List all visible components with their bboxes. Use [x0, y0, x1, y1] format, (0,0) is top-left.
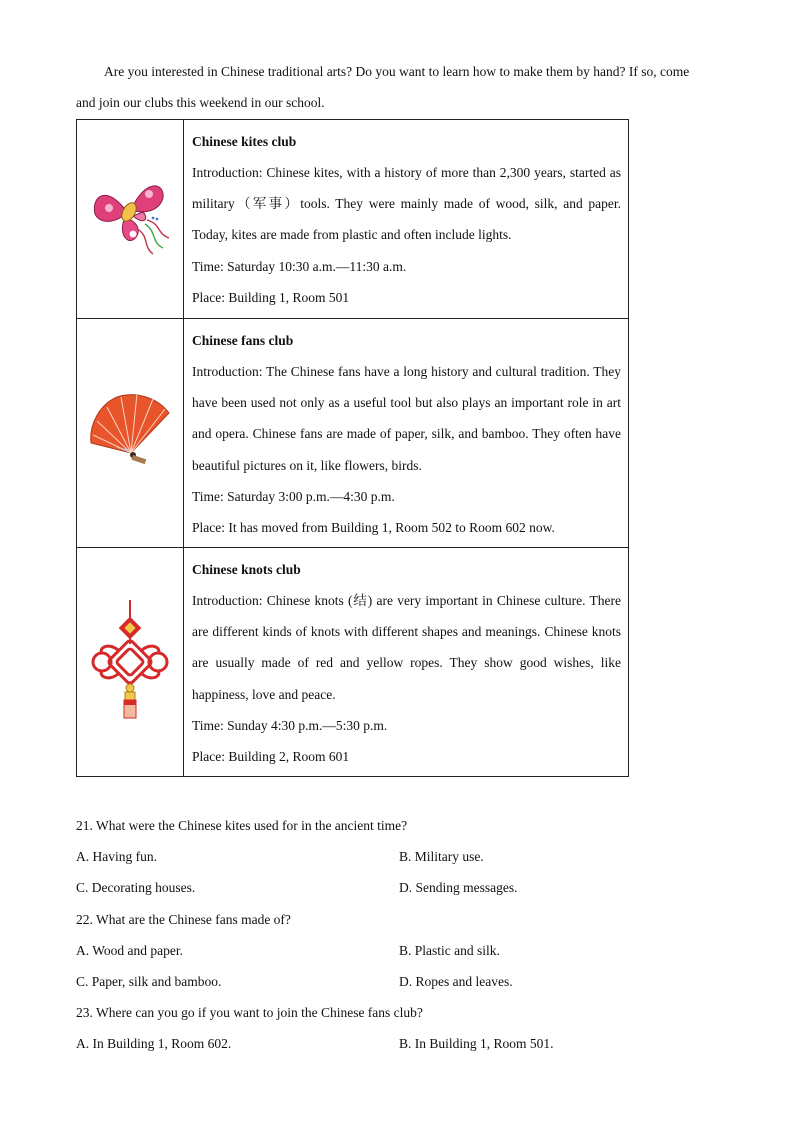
knots-club-info [184, 548, 629, 777]
question-23-stem: 23. Where can you go if you want to join the Chinese fans club? [76, 1005, 423, 1021]
clubs-table [76, 119, 629, 777]
club-row-kites [77, 120, 629, 319]
knot-icon [88, 598, 172, 722]
intro-paragraph [76, 56, 720, 118]
club-row-fans [77, 319, 629, 548]
club-row-knots [77, 548, 629, 777]
club-time: Time: Sunday 4:30 p.m.—5:30 p.m. [192, 717, 388, 733]
question-22-options-row-1 [76, 935, 716, 966]
questions-section [76, 810, 716, 1060]
club-place: Place: Building 1, Room 501 [192, 289, 350, 305]
fan-image-cell [77, 319, 184, 548]
option-c[interactable]: C. Decorating houses. [76, 880, 196, 896]
club-introduction: Introduction: The Chinese fans have a long history and cultural tradition. They have been used not only as a useful tool but also plays an important role in art and opera. Chinese fans are made of paper, silk, and bamboo. They often have beautiful pictures on it, like flowers, birds. [192, 364, 621, 473]
club-introduction: Introduction: Chinese kites, with a history of more than 2,300 years, started as military（军事）tools. They were mainly made of wood, silk, and paper. Today, kites are made from plastic and often include lights. [192, 165, 621, 243]
question-21-stem: 21. What were the Chinese kites used for in the ancient time? [76, 818, 408, 833]
club-title: Chinese fans club [192, 333, 294, 348]
club-place: Place: Building 2, Room 601 [192, 748, 350, 764]
fan-icon [85, 391, 175, 471]
club-place: Place: It has moved from Building 1, Room 502 to Room 602 now. [192, 519, 555, 535]
option-a[interactable]: A. Having fun. [76, 849, 157, 865]
question-22-stem: 22. What are the Chinese fans made of? [76, 911, 291, 927]
kite-icon [87, 174, 173, 260]
question-21-options-row-2 [76, 872, 716, 903]
club-time: Time: Saturday 10:30 a.m.—11:30 a.m. [192, 258, 407, 274]
fans-club-info [184, 319, 629, 548]
option-b[interactable]: B. Military use. [399, 849, 484, 865]
intro-line-1: Are you interested in Chinese traditional arts? Do you want to learn how to make them by hand? If so, come [104, 64, 690, 79]
knot-image-cell [77, 548, 184, 777]
option-d[interactable]: D. Sending messages. [399, 880, 518, 896]
option-a[interactable]: A. In Building 1, Room 602. [76, 1036, 232, 1052]
option-b[interactable]: B. In Building 1, Room 501. [399, 1036, 554, 1052]
club-introduction: Introduction: Chinese knots (结) are very important in Chinese culture. There are different kinds of knots with different shapes and meanings. Chinese knots are usually made of red and yellow ropes. They show good wishes, like happiness, love and peace. [192, 593, 621, 702]
club-title: Chinese knots club [192, 562, 301, 577]
kites-club-info [184, 120, 629, 319]
question-23-options-row-1 [76, 1028, 716, 1059]
question-21-options-row-1 [76, 841, 716, 872]
intro-line-2: and join our clubs this weekend in our school. [76, 95, 325, 110]
club-title: Chinese kites club [192, 134, 297, 149]
kite-image-cell [77, 120, 184, 319]
option-d[interactable]: D. Ropes and leaves. [399, 974, 513, 990]
option-b[interactable]: B. Plastic and silk. [399, 942, 500, 958]
question-22-options-row-2 [76, 966, 716, 997]
option-c[interactable]: C. Paper, silk and bamboo. [76, 974, 222, 990]
option-a[interactable]: A. Wood and paper. [76, 942, 184, 958]
club-time: Time: Saturday 3:00 p.m.—4:30 p.m. [192, 488, 395, 504]
